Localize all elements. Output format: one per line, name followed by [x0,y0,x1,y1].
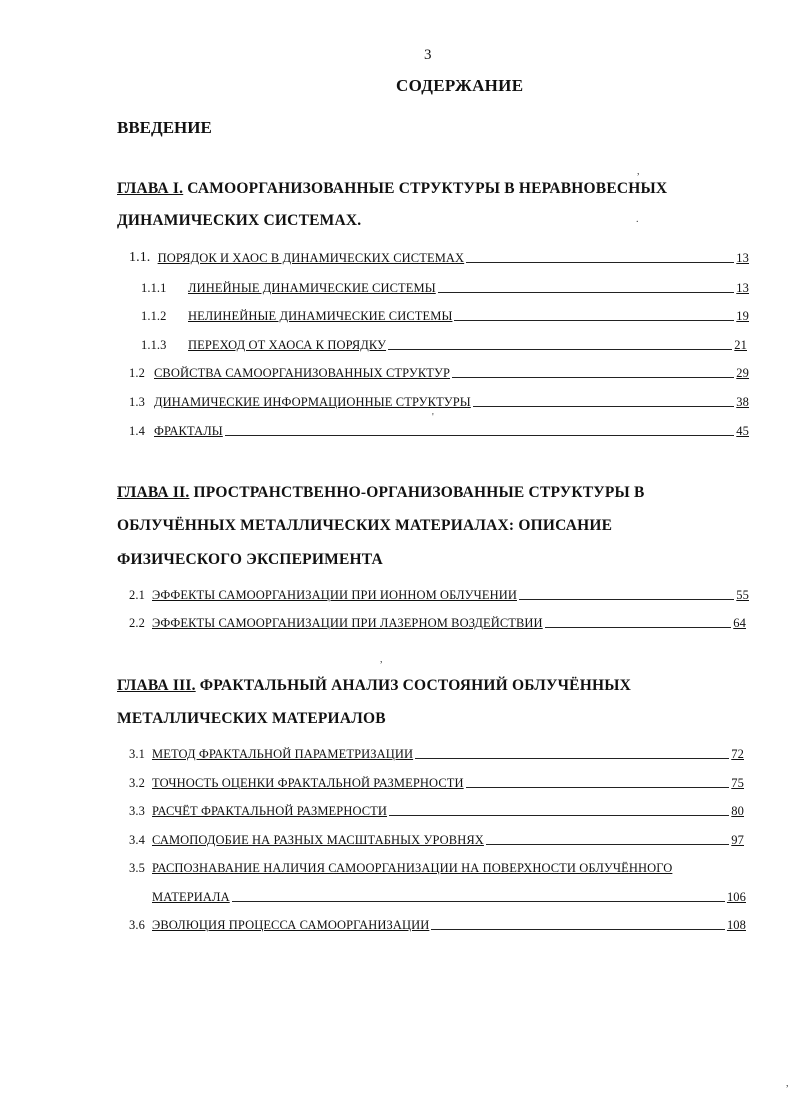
entry-title: ПОРЯДОК И ХАОС В ДИНАМИЧЕСКИХ СИСТЕМАХ [157,251,465,265]
entry-number: 3.1 [129,747,145,761]
toc-entry [129,915,746,933]
entry-page: 106 [726,890,746,904]
chapter-3-label: ГЛАВА III. [117,677,196,694]
toc-introduction: ВВЕДЕНИЕ [117,118,212,137]
entry-title: ПЕРЕХОД ОТ ХАОСА К ПОРЯДКУ [188,338,387,352]
entry-number: 1.2 [129,366,145,380]
entry-title: РАСПОЗНАВАНИЕ НАЛИЧИЯ САМООРГАНИЗАЦИИ НА ПОВЕРХНОСТИ ОБЛУЧЁННОГО [152,861,673,875]
entry-title: МЕТОД ФРАКТАЛЬНОЙ ПАРАМЕТРИЗАЦИИ [152,747,414,761]
chapter-2-label: ГЛАВА II. [117,484,190,501]
dotted-leader [545,627,732,628]
toc-entry [129,585,749,603]
toc-entry [129,830,744,848]
dotted-leader [454,320,734,321]
entry-page: 108 [726,918,746,932]
entry-page: 55 [736,588,749,602]
entry-page: 13 [736,281,749,295]
dotted-leader [466,262,734,263]
scan-speck: , [786,1078,789,1089]
chapter-3-heading [117,677,631,695]
toc-entry [129,744,744,762]
entry-title-continuation: МАТЕРИАЛА [152,890,230,904]
toc-entry-continuation [152,887,746,905]
entry-page: 21 [734,338,747,352]
entry-title: РАСЧЁТ ФРАКТАЛЬНОЙ РАЗМЕРНОСТИ [152,804,388,818]
scan-speck: , [637,166,640,177]
entry-title: СВОЙСТВА САМООРГАНИЗОВАННЫХ СТРУКТУР [154,366,451,380]
chapter-1-title-line-1: САМООРГАНИЗОВАННЫЕ СТРУКТУРЫ В НЕРАВНОВЕСНЫХ [187,180,668,197]
entry-number: 1.1.2 [141,309,167,323]
toc-entry [129,392,749,410]
entry-page: 64 [733,616,746,630]
toc-entry [129,613,746,631]
entry-page: 13 [736,251,749,265]
entry-title: ЭФФЕКТЫ САМООРГАНИЗАЦИИ ПРИ ЛАЗЕРНОМ ВОЗДЕЙСТВИИ [152,616,543,630]
entry-title: ФРАКТАЛЫ [154,424,223,438]
entry-number: 3.5 [129,861,145,875]
chapter-2-heading [117,484,645,502]
toc-entry [129,773,744,791]
entry-page: 19 [736,309,749,323]
scan-speck: , [380,654,383,665]
dotted-leader [473,406,734,407]
entry-title: ЭФФЕКТЫ САМООРГАНИЗАЦИИ ПРИ ИОННОМ ОБЛУЧЕНИИ [152,588,517,602]
entry-number: 1.1.3 [141,338,167,352]
entry-title: ДИНАМИЧЕСКИЕ ИНФОРМАЦИОННЫЕ СТРУКТУРЫ [154,395,471,409]
page-number: 3 [424,47,432,63]
dotted-leader [486,844,729,845]
entry-title: ТОЧНОСТЬ ОЦЕНКИ ФРАКТАЛЬНОЙ РАЗМЕРНОСТИ [152,776,464,790]
toc-entry [129,421,749,439]
dotted-leader [232,901,725,902]
entry-title: ЭВОЛЮЦИЯ ПРОЦЕССА САМООРГАНИЗАЦИИ [152,918,430,932]
entry-number: 1.4 [129,424,145,438]
chapter-1-title-line-2: ДИНАМИЧЕСКИХ СИСТЕМАХ. [117,212,362,229]
chapter-3-title-line-1: ФРАКТАЛЬНЫЙ АНАЛИЗ СОСТОЯНИЙ ОБЛУЧЁННЫХ [199,677,632,694]
chapter-3-title-line-2: МЕТАЛЛИЧЕСКИХ МАТЕРИАЛОВ [117,710,386,727]
scan-speck: ' [432,412,434,423]
dotted-leader [431,929,725,930]
entry-title: ЛИНЕЙНЫЕ ДИНАМИЧЕСКИЕ СИСТЕМЫ [188,281,436,295]
entry-page: 75 [731,776,744,790]
dotted-leader [438,292,735,293]
entry-page: 45 [736,424,749,438]
dotted-leader [225,435,734,436]
entry-number: 1.1. [129,250,151,265]
entry-page: 72 [731,747,744,761]
toc-entry [141,335,747,353]
entry-title: НЕЛИНЕЙНЫЕ ДИНАМИЧЕСКИЕ СИСТЕМЫ [188,309,453,323]
entry-number: 2.1 [129,588,145,602]
entry-number: 3.6 [129,918,145,932]
entry-number: 3.2 [129,776,145,790]
chapter-1-label: ГЛАВА I. [117,180,184,197]
entry-title: САМОПОДОБИЕ НА РАЗНЫХ МАСШТАБНЫХ УРОВНЯХ [152,833,484,847]
entry-number: 2.2 [129,616,145,630]
entry-page: 97 [731,833,744,847]
chapter-2-title-line-3: ФИЗИЧЕСКОГО ЭКСПЕРИМЕНТА [117,551,383,568]
chapter-2-title-line-2: ОБЛУЧЁННЫХ МЕТАЛЛИЧЕСКИХ МАТЕРИАЛАХ: ОПИСАНИЕ [117,517,613,534]
entry-number: 3.3 [129,804,145,818]
dotted-leader [452,377,734,378]
entry-number: 1.3 [129,395,145,409]
dotted-leader [388,349,732,350]
toc-entry-multiline [129,858,749,876]
entry-page: 80 [731,804,744,818]
entry-page: 38 [736,395,749,409]
toc-entry [141,306,749,324]
dotted-leader [389,815,729,816]
page-title: СОДЕРЖАНИЕ [396,76,524,95]
entry-number: 3.4 [129,833,145,847]
entry-page: 29 [736,366,749,380]
dotted-leader [466,787,730,788]
toc-entry [129,248,749,266]
scan-speck: . [636,214,639,225]
entry-number: 1.1.1 [141,281,167,295]
toc-entry [129,801,744,819]
chapter-2-title-line-1: ПРОСТРАНСТВЕННО-ОРГАНИЗОВАННЫЕ СТРУКТУРЫ В [193,484,645,501]
toc-entry [129,363,749,381]
dotted-leader [415,758,729,759]
toc-entry [141,278,749,296]
chapter-1-heading [117,180,667,198]
dotted-leader [519,599,734,600]
